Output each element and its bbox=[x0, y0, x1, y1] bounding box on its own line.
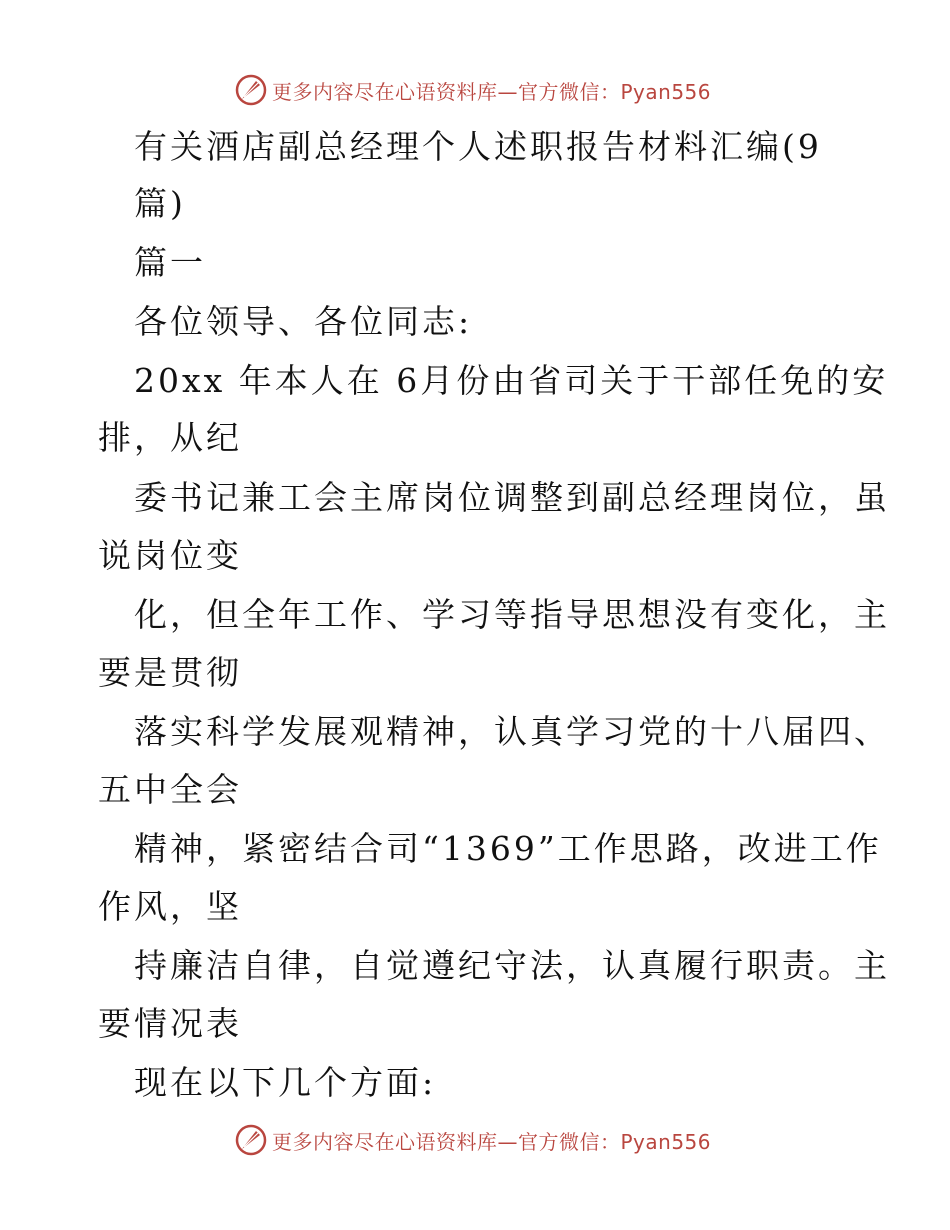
paragraph-line: 五中全会 bbox=[98, 770, 242, 809]
paragraph-line: 20xx 年本人在 6月份由省司关于干部任免的安 bbox=[134, 361, 889, 400]
paragraph-line: 委书记兼工会主席岗位调整到副总经理岗位，虽 bbox=[134, 478, 890, 517]
document-title-line-1: 有关酒店副总经理个人述职报告材料汇编(9 bbox=[134, 127, 822, 166]
paragraph-line: 精神，紧密结合司“1369”工作思路，改进工作 bbox=[134, 829, 882, 868]
paragraph-line: 持廉洁自律，自觉遵纪守法，认真履行职责。主 bbox=[134, 946, 890, 985]
salutation: 各位领导、各位同志: bbox=[134, 302, 473, 341]
paragraph-line: 落实科学发展观精神，认真学习党的十八届四、 bbox=[134, 712, 890, 751]
paragraph-line: 现在以下几个方面: bbox=[134, 1063, 437, 1102]
paragraph-line: 说岗位变 bbox=[98, 536, 242, 575]
paragraph-line: 要是贯彻 bbox=[98, 653, 242, 692]
paragraph-line: 化，但全年工作、学习等指导思想没有变化，主 bbox=[134, 595, 890, 634]
document-title-line-2: 篇) bbox=[134, 184, 186, 223]
paragraph-line: 要情况表 bbox=[98, 1004, 242, 1043]
paragraph-line: 作风，坚 bbox=[98, 887, 242, 926]
header-watermark-text: 更多内容尽在心语资料库—官方微信：Pyan556 bbox=[272, 79, 712, 104]
footer-watermark-banner bbox=[234, 1120, 711, 1160]
quill-logo-icon bbox=[234, 1123, 268, 1157]
footer-watermark-text: 更多内容尽在心语资料库—官方微信：Pyan556 bbox=[272, 1129, 712, 1154]
paragraph-line: 排，从纪 bbox=[98, 418, 242, 457]
section-heading: 篇一 bbox=[134, 243, 206, 282]
